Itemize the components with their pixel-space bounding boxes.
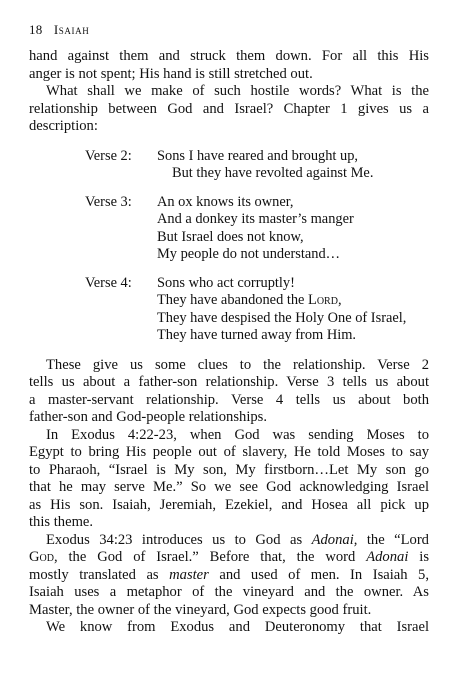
text-line: Egypt to bring His people out of slavery, He told Moses to say xyxy=(29,444,429,460)
running-title: Isaiah xyxy=(53,22,90,37)
text-line: We know from Exodus and Deuteronomy that Israel xyxy=(46,619,429,635)
text-line: What shall we make of such hostile words? What is the xyxy=(46,83,429,99)
verse-label: Verse 3: xyxy=(85,193,132,210)
text-line: Master, the owner of the vineyard, God expects good fruit. xyxy=(29,601,372,618)
verse-line: My people do not understand… xyxy=(157,246,341,262)
text-line: God, the God of Israel.” Before that, the word Adonai is xyxy=(29,549,429,565)
paragraph-2 xyxy=(29,83,429,136)
verse-label: Verse 2: xyxy=(85,147,132,164)
text-line: description: xyxy=(29,118,98,134)
running-head xyxy=(29,22,429,38)
text-line: that he may serve Me.” So we see God acknowledging Israel xyxy=(29,479,429,495)
text-line: These give us some clues to the relationship. Verse 2 xyxy=(46,356,429,373)
verse-label: Verse 4: xyxy=(85,274,132,291)
verse-line: They have abandoned the Lord, xyxy=(157,292,342,308)
verse-2 xyxy=(85,148,429,183)
text-line: father-son and God-people relationships. xyxy=(29,409,268,425)
text-line: as His son. Isaiah, Jeremiah, Ezekiel, and Hosea all pick up xyxy=(29,496,429,513)
verse-4 xyxy=(85,275,429,345)
verse-3 xyxy=(85,194,429,264)
verse-line: Sons who act corruptly! xyxy=(157,274,295,291)
verse-line: But Israel does not know, xyxy=(157,228,304,245)
paragraph-1 xyxy=(29,48,429,83)
verse-line: And a donkey its master’s manger xyxy=(157,211,354,227)
book-page xyxy=(29,22,429,637)
text-line: anger is not spent; His hand is still stretched out. xyxy=(29,65,313,82)
verse-line: But they have revolted against Me. xyxy=(172,165,374,181)
verse-line: Sons I have reared and brought up, xyxy=(157,147,359,164)
text-line: relationship between God and Israel? Chapter 1 gives us a xyxy=(29,100,429,117)
lord-smallcaps: Lord xyxy=(308,292,338,308)
text-line: Exodus 34:23 introduces us to God as Adonai, the “Lord xyxy=(46,531,429,548)
page-number: 18 xyxy=(29,22,43,37)
paragraph-6 xyxy=(29,619,429,637)
text-line: this theme. xyxy=(29,514,94,530)
text-line: tells us about a father-son relationship. Verse 3 tells us about xyxy=(29,374,429,390)
text-line: hand against them and struck them down. For all this His xyxy=(29,48,429,64)
paragraph-3 xyxy=(29,357,429,427)
text-line: In Exodus 4:22-23, when God was sending Moses to xyxy=(46,426,429,443)
verse-line: They have turned away from Him. xyxy=(157,327,357,343)
verse-line: An ox knows its owner, xyxy=(157,193,294,210)
text-line: a master-servant relationship. Verse 4 tells us about both xyxy=(29,391,429,408)
paragraph-4 xyxy=(29,427,429,532)
verse-line: They have despised the Holy One of Israel, xyxy=(157,309,407,326)
text-line: to Pharaoh, “Israel is My son, My firstborn…Let My son go xyxy=(29,461,429,478)
verse-block xyxy=(85,148,429,345)
text-line: mostly translated as master and used of men. In Isaiah 5, xyxy=(29,566,429,583)
paragraph-5 xyxy=(29,532,429,620)
text-line: Isaiah uses a metaphor of the vineyard and the owner. As xyxy=(29,584,429,600)
